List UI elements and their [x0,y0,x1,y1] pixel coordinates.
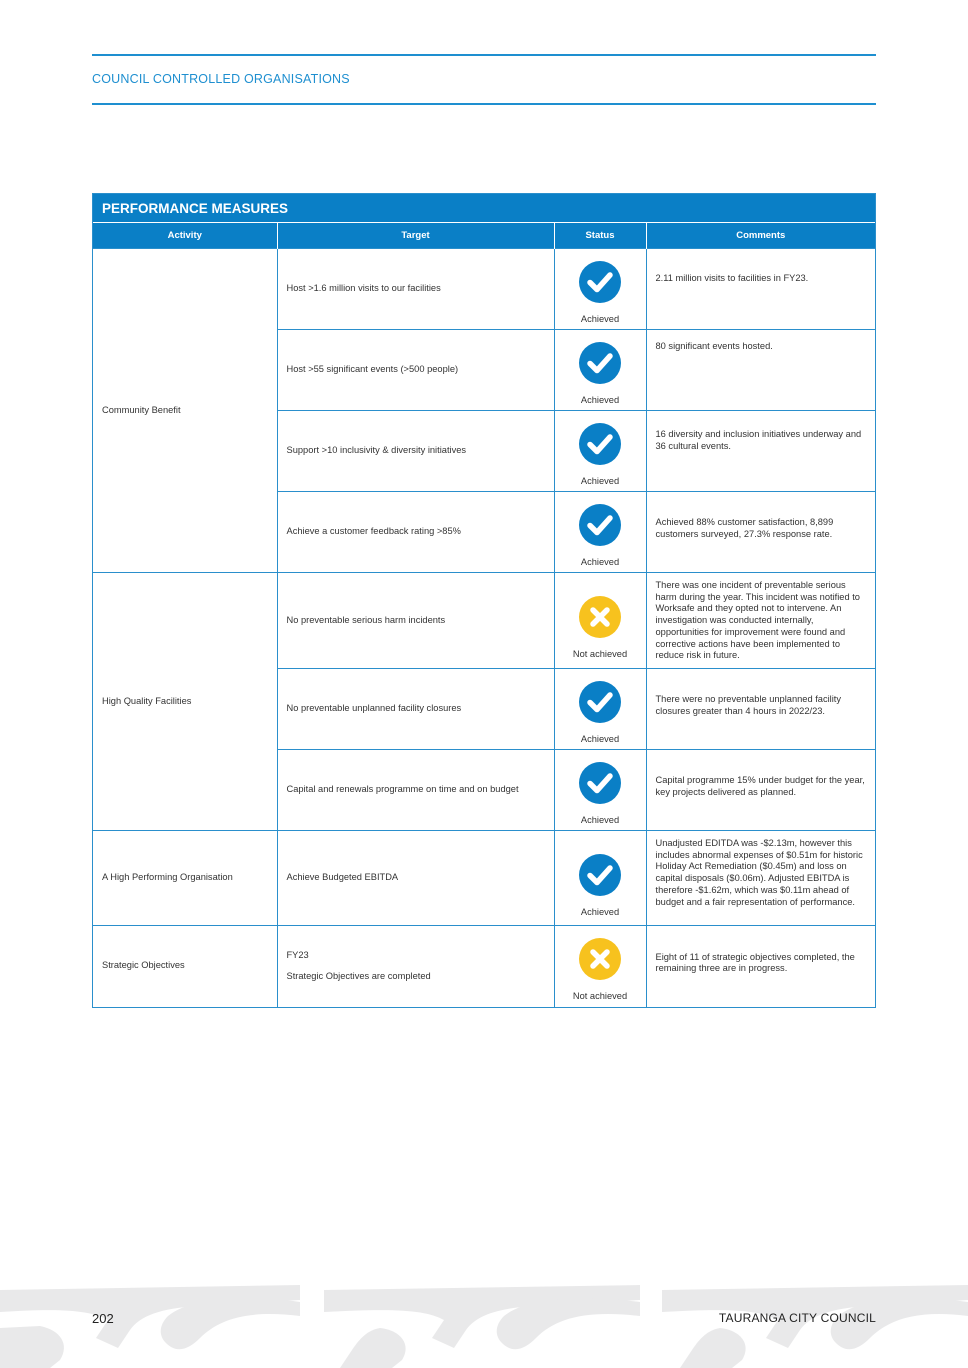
comment-cell: Eight of 11 of strategic objectives completed, the remaining three are in progress. [646,926,875,1007]
target-cell: Support >10 inclusivity & diversity initiatives [277,411,554,492]
organisation-name: TAURANGA CITY COUNCIL [718,1311,876,1325]
header-rule-top [92,54,876,56]
target-cell [277,926,554,1007]
status-label: Achieved [580,556,620,567]
target-cell: Achieve a customer feedback rating >85% [277,492,554,573]
target-cell: No preventable serious harm incidents [277,573,554,669]
status-cell [554,330,646,411]
status-cell [554,249,646,330]
target-cell: No preventable unplanned facility closures [277,669,554,750]
column-header-activity: Activity [93,223,277,249]
status-label: Achieved [580,475,620,486]
check-circle-icon [579,854,621,896]
comment-cell: 80 significant events hosted. [646,330,875,411]
target-line-description: Strategic Objectives are completed [286,971,431,982]
check-circle-icon [579,261,621,303]
check-circle-icon [579,681,621,723]
activity-cell: Strategic Objectives [93,926,277,1007]
cross-circle-icon [579,596,621,638]
column-header-status: Status [554,223,646,249]
comment-cell: Capital programme 15% under budget for the year, key projects delivered as planned. [646,750,875,831]
target-line-period: FY23 [286,949,309,960]
check-circle-icon [579,762,621,804]
status-label: Not achieved [572,990,628,1001]
status-cell [554,926,646,1007]
check-circle-icon [579,342,621,384]
activity-cell: Community Benefit [93,249,277,573]
table-row [93,831,875,926]
column-header-target: Target [277,223,554,249]
cross-circle-icon [579,938,621,980]
comment-cell: There were no preventable unplanned facility closures greater than 4 hours in 2022/23. [646,669,875,750]
target-cell: Host >1.6 million visits to our facilities [277,249,554,330]
check-circle-icon [579,423,621,465]
table-row [93,926,875,1007]
comment-cell: Unadjusted EDITDA was -$2.13m, however this includes abnormal expenses of $0.51m for historic Holiday Act Remediation ($0.45m) and loss on capital disposals ($0.06m). Adjusted EBITDA is therefore -$1.62m, which was $0.11m ahead of budget and a fair representation of performance. [646,831,875,926]
status-label: Not achieved [572,649,628,660]
table-row [93,249,875,330]
check-circle-icon [579,504,621,546]
target-cell: Capital and renewals programme on time and on budget [277,750,554,831]
status-cell [554,573,646,669]
status-label: Achieved [580,906,620,917]
comment-cell: Achieved 88% customer satisfaction, 8,899 customers surveyed, 27.3% response rate. [646,492,875,573]
status-cell [554,492,646,573]
target-cell: Host >55 significant events (>500 people) [277,330,554,411]
performance-measures-table [92,193,876,1008]
status-label: Achieved [580,313,620,324]
status-label: Achieved [580,814,620,825]
status-label: Achieved [580,394,620,405]
comment-cell: 16 diversity and inclusion initiatives underway and 36 cultural events. [646,411,875,492]
page-number: 202 [92,1311,114,1326]
activity-cell: High Quality Facilities [93,573,277,831]
column-header-comments: Comments [646,223,875,249]
section-title: COUNCIL CONTROLLED ORGANISATIONS [92,72,350,86]
table-header-row [93,223,875,249]
table-row [93,573,875,669]
target-cell: Achieve Budgeted EBITDA [277,831,554,926]
comment-cell: There was one incident of preventable serious harm during the year. This incident was notified to Worksafe and they opted not to intervene. An investigation was conducted internally, opportunities for improvement were found and corrective actions have been implemented to reduce risk in future. [646,573,875,669]
activity-cell: A High Performing Organisation [93,831,277,926]
status-cell [554,411,646,492]
comment-cell: 2.11 million visits to facilities in FY23. [646,249,875,330]
status-cell [554,831,646,926]
status-cell [554,750,646,831]
table-title: PERFORMANCE MEASURES [93,194,875,222]
header-rule-bottom [92,103,876,105]
status-label: Achieved [580,733,620,744]
status-cell [554,669,646,750]
